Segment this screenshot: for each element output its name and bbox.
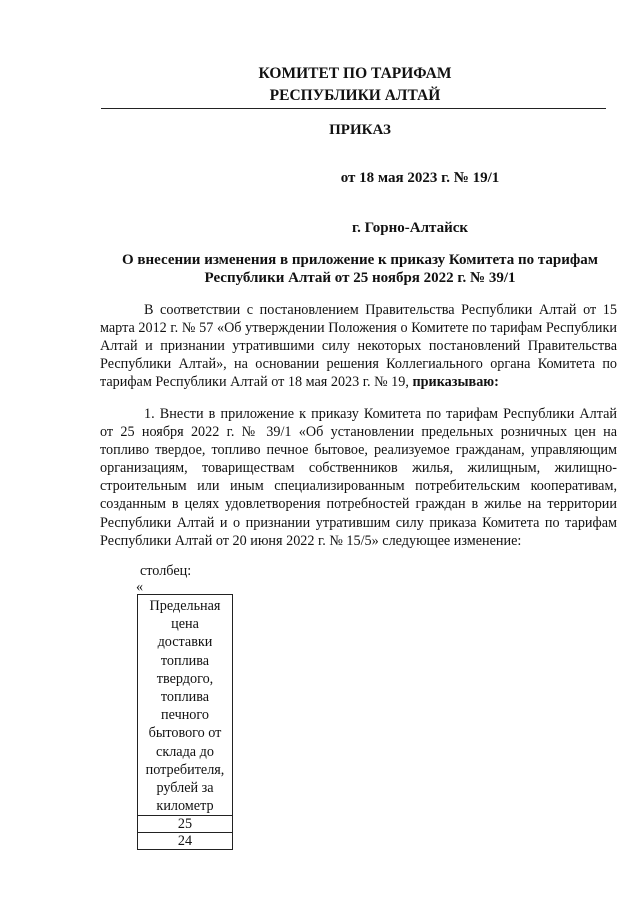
header-line: твердого, <box>156 670 214 687</box>
order-date-number: от 18 мая 2023 г. № 19/1 <box>340 170 500 186</box>
header-rule <box>101 108 606 109</box>
table-header-cell <box>138 595 233 816</box>
organization-name-line1: КОМИТЕТ ПО ТАРИФАМ <box>258 65 452 82</box>
document-title: ПРИКАЗ <box>329 122 391 138</box>
preamble-paragraph <box>100 301 617 391</box>
header-line: цена <box>171 616 199 633</box>
header-line: топлива <box>160 652 210 669</box>
table-header-row <box>138 595 233 816</box>
header-line: печного <box>161 707 209 724</box>
header-line: склада до <box>156 743 214 760</box>
table-row <box>138 833 233 850</box>
column-label: столбец: <box>140 563 192 579</box>
organization-name-line2: РЕСПУБЛИКИ АЛТАЙ <box>269 87 441 104</box>
table-row <box>138 816 233 833</box>
header-line: рублей за <box>156 780 214 797</box>
city-name: г. Горно-Алтайск <box>351 220 469 236</box>
subject-line-1: О внесении изменения в приложение к приказу Комитета по тарифам <box>122 252 598 268</box>
price-table <box>137 594 233 850</box>
subject-line-2: Республики Алтай от 25 ноября 2022 г. № 39/1 <box>204 270 516 286</box>
header-line: доставки <box>157 634 213 651</box>
amendment-paragraph: 1. Внести в приложение к приказу Комитета по тарифам Республики Алтай от 25 ноября 2022 г. № 39/1 «Об установлении предельных розничных цен на топливо твердое, топливо печное бытовое, реализуемое гражданам, управляющим организациям, товариществам собственников жилья, жилищным, жилищно-строительным или иным специализированным потребительским кооперативам, созданным в целях удовлетворения потребностей граждан в жилье на территории Республики Алтай и о признании утратившим силу приказа Комитета по тарифам Республики Алтай от 20 июня 2022 г. № 15/5» следующее изменение: <box>100 406 617 549</box>
preamble-text: В соответствии с постановлением Правительства Республики Алтай от 15 марта 2012 г. № 57 «Об утверждении Положения о Комитете по тарифам Республики Алтай и признании утратившими силу некоторых постановлений Правительства Республики Алтай», на основании решения Коллегиального органа Комитета по тарифам Республики Алтай от 18 мая 2023 г. № 19, <box>100 302 617 391</box>
opening-quote: « <box>136 579 144 595</box>
header-line: бытового от <box>148 725 222 742</box>
header-line: топлива <box>160 689 210 706</box>
table-cell-value: 25 <box>138 816 233 833</box>
header-line: потребителя, <box>145 761 225 778</box>
order-keyword: приказываю: <box>412 374 499 391</box>
table-cell-value: 24 <box>138 833 233 850</box>
header-line: Предельная <box>149 598 221 614</box>
header-line: километр <box>156 798 214 815</box>
